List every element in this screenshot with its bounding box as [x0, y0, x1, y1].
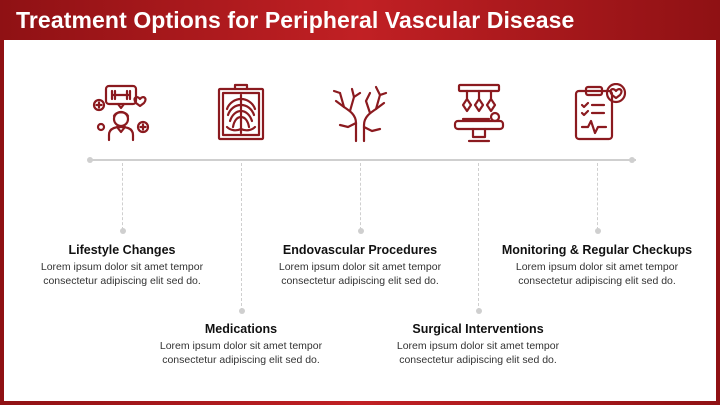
step-title: Endovascular Procedures [282, 243, 438, 257]
health-clipboard-icon [568, 83, 628, 143]
connector-dot [595, 228, 601, 234]
surgery-robot-icon [449, 83, 509, 143]
timeline-line [90, 159, 636, 161]
xray-icon [211, 83, 271, 143]
step-card-lifestyle [17, 243, 227, 288]
connector-line [360, 163, 361, 230]
step-description-line: consectetur adipiscing elit sed do. [162, 354, 320, 366]
connector-line [122, 163, 123, 230]
connector-dot [358, 228, 364, 234]
fitness-person-icon [92, 83, 152, 143]
step-title: Lifestyle Changes [68, 243, 176, 257]
step-card-medications [136, 322, 346, 367]
blood-vessel-icon [330, 83, 390, 143]
step-card-endovascular [255, 243, 465, 288]
step-description-line: Lorem ipsum dolor sit amet tempor [159, 340, 323, 352]
step-description-line: Lorem ipsum dolor sit amet tempor [40, 261, 204, 273]
step-card-monitoring [492, 243, 702, 288]
step-description-line: Lorem ipsum dolor sit amet tempor [396, 340, 560, 352]
connector-dot [239, 308, 245, 314]
step-title: Surgical Interventions [412, 322, 544, 336]
connector-line [478, 163, 479, 311]
step-description-line: consectetur adipiscing elit sed do. [43, 275, 201, 287]
timeline-end-dot [629, 157, 635, 163]
step-description-line: Lorem ipsum dolor sit amet tempor [278, 261, 442, 273]
step-card-surgical [373, 322, 583, 367]
step-description-line: consectetur adipiscing elit sed do. [281, 275, 439, 287]
timeline-start-dot [87, 157, 93, 163]
page-title: Treatment Options for Peripheral Vascular Disease [16, 7, 575, 33]
step-description-line: Lorem ipsum dolor sit amet tempor [515, 261, 679, 273]
step-title: Monitoring & Regular Checkups [501, 243, 693, 257]
step-description-line: consectetur adipiscing elit sed do. [399, 354, 557, 366]
content-panel [4, 40, 716, 401]
connector-dot [476, 308, 482, 314]
connector-line [241, 163, 242, 311]
connector-line [597, 163, 598, 230]
step-title: Medications [204, 322, 278, 336]
step-description-line: consectetur adipiscing elit sed do. [518, 275, 676, 287]
connector-dot [120, 228, 126, 234]
